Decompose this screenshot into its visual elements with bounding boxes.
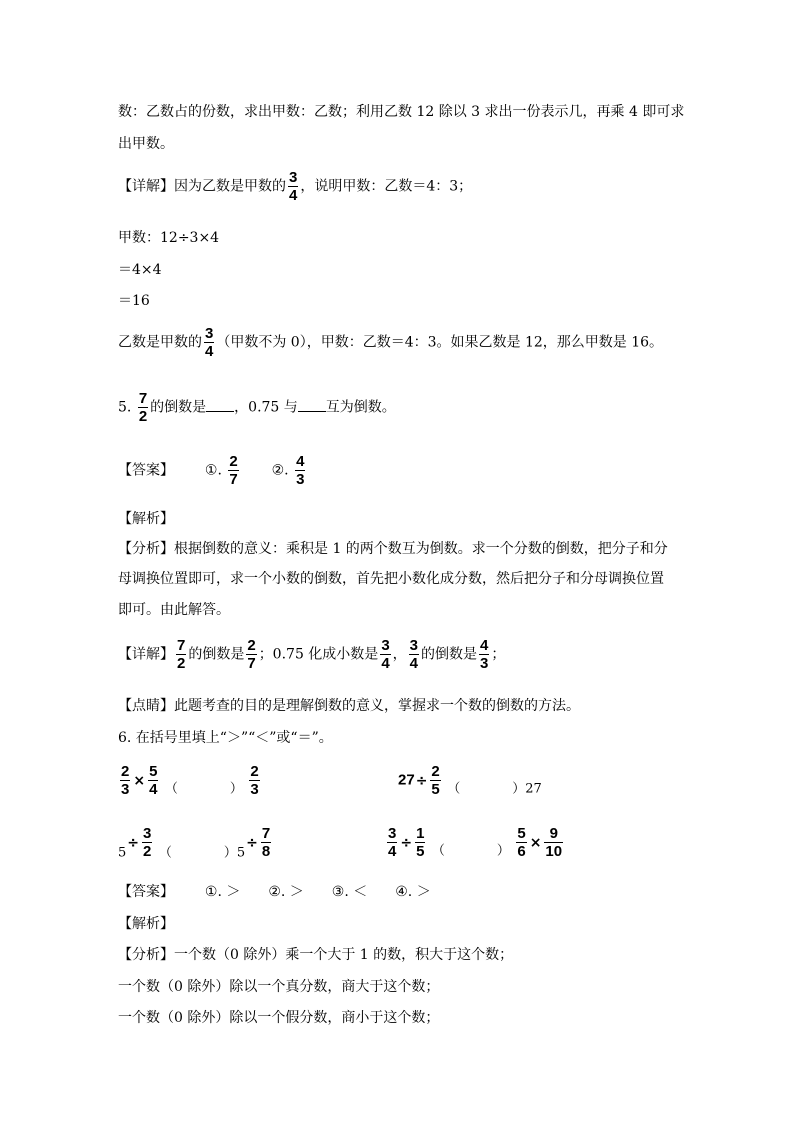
fraction: $\frac{2}{5}$ <box>431 763 440 798</box>
fraction: $\frac{7}{2}$ <box>138 390 148 425</box>
analysis-line: 一个数（0 除外）除以一个真分数，商大于这个数； <box>118 979 440 995</box>
times-sign: × <box>529 834 542 851</box>
expression-number: 5 <box>118 845 127 861</box>
jiexi-label: 【解析】 <box>118 916 174 932</box>
answer-values: ①. ＞ ②. ＞ ③. ＜ ④. ＞ <box>204 884 431 900</box>
comparison-blank[interactable]: （ ）27 <box>447 781 542 797</box>
conclusion-line <box>118 326 663 359</box>
detail-text: ； <box>491 646 506 663</box>
question-number: 5. <box>118 399 132 416</box>
calc-line: ＝16 <box>118 293 150 309</box>
detail-line <box>118 638 505 671</box>
fraction: $\frac{2}{3}$ <box>121 763 130 798</box>
answer-index: ②. <box>271 462 289 479</box>
calc-line: ＝4×4 <box>118 262 162 278</box>
fraction: $\frac{2}{3}$ <box>250 763 259 798</box>
fraction: $\frac{9}{10}$ <box>545 825 563 860</box>
fraction: $\frac{3}{2}$ <box>143 825 152 860</box>
dianjing-line: 【点睛】此题考查的目的是理解倒数的意义，掌握求一个数的倒数的方法。 <box>118 698 580 714</box>
fraction: $\frac{3}{4}$ <box>205 325 214 360</box>
divide-sign: ÷ <box>415 772 428 789</box>
fraction: $\frac{3}{4}$ <box>388 825 397 860</box>
analysis-line: 母调换位置即可，求一个小数的倒数，首先把小数化成分数，然后把分子和分母调换位置 <box>118 571 664 587</box>
analysis-line: 数：乙数占的份数，求出甲数：乙数；利用乙数 12 除以 3 求出一份表示几，再乘 4 即可求 <box>118 104 685 120</box>
divide-sign: ÷ <box>246 834 258 851</box>
fraction: $\frac{3}{4}$ <box>381 637 390 672</box>
fraction: $\frac{2}{7}$ <box>229 453 238 488</box>
fraction: $\frac{2}{7}$ <box>247 637 256 672</box>
detail-text: 的倒数是 <box>188 646 245 663</box>
question-6: 6. 在括号里填上“＞”“＜”或“＝”。 <box>118 730 333 746</box>
conclusion-text: （甲数不为 0），甲数：乙数＝4：3。如果乙数是 12，那么甲数是 16。 <box>216 334 664 351</box>
fraction: $\frac{1}{5}$ <box>416 825 425 860</box>
comparison-blank[interactable]: （ ）5 <box>158 845 246 861</box>
answer-label: 【答案】 <box>118 884 174 900</box>
question-text: 的倒数是 <box>150 399 207 416</box>
fraction: $\frac{3}{4}$ <box>289 169 298 204</box>
expression-2 <box>398 764 542 797</box>
detail-text: 【详解】因为乙数是甲数的 <box>118 178 286 195</box>
analysis-line: 【分析】一个数（0 除外）乘一个大于 1 的数，积大于这个数； <box>118 947 514 963</box>
comparison-blank[interactable]: （ ） <box>164 781 243 797</box>
fraction: $\frac{7}{8}$ <box>261 825 271 860</box>
answer-line <box>118 883 431 901</box>
answer-blank[interactable] <box>206 397 234 412</box>
expression-number: 27 <box>398 771 415 789</box>
answer-label: 【答案】 <box>118 462 174 479</box>
divide-sign: ÷ <box>400 834 413 851</box>
detail-text: 的倒数是 <box>421 646 477 663</box>
detail-label: 【详解】 <box>118 646 174 663</box>
expression-3 <box>118 826 273 861</box>
conclusion-text: 乙数是甲数的 <box>118 334 202 351</box>
calc-line: 甲数：12÷3×4 <box>118 230 220 246</box>
fraction: $\frac{5}{6}$ <box>517 825 526 860</box>
detail-text: ；0.75 化成小数是 <box>258 646 379 663</box>
answer-line <box>118 454 307 487</box>
analysis-line: 一个数（0 除外）除以一个假分数，商小于这个数； <box>118 1010 440 1026</box>
answer-blank[interactable] <box>298 397 326 412</box>
question-text: 互为倒数。 <box>325 399 396 416</box>
expression-4 <box>385 826 565 859</box>
jiexi-label: 【解析】 <box>118 511 174 527</box>
divide-sign: ÷ <box>127 834 140 851</box>
fraction: $\frac{7}{2}$ <box>177 637 186 672</box>
fraction: $\frac{4}{3}$ <box>296 453 305 488</box>
answer-index: ①. <box>204 462 222 479</box>
analysis-line: 【分析】根据倒数的意义：乘积是 1 的两个数互为倒数。求一个分数的倒数，把分子和分 <box>118 541 668 557</box>
question-5 <box>118 391 396 424</box>
detail-text: ， <box>392 646 407 663</box>
question-text: ，0.75 与 <box>234 399 298 416</box>
detail-line <box>118 170 472 203</box>
analysis-line: 即可。由此解答。 <box>118 602 230 618</box>
comparison-blank[interactable]: （ ） <box>431 843 510 859</box>
expression-1 <box>118 764 262 797</box>
detail-text: ，说明甲数：乙数＝4：3； <box>300 178 473 195</box>
fraction: $\frac{5}{4}$ <box>149 763 158 798</box>
fraction: $\frac{4}{3}$ <box>480 637 489 672</box>
analysis-line: 出甲数。 <box>118 136 174 152</box>
times-sign: × <box>133 772 146 789</box>
fraction: $\frac{3}{4}$ <box>409 637 418 672</box>
